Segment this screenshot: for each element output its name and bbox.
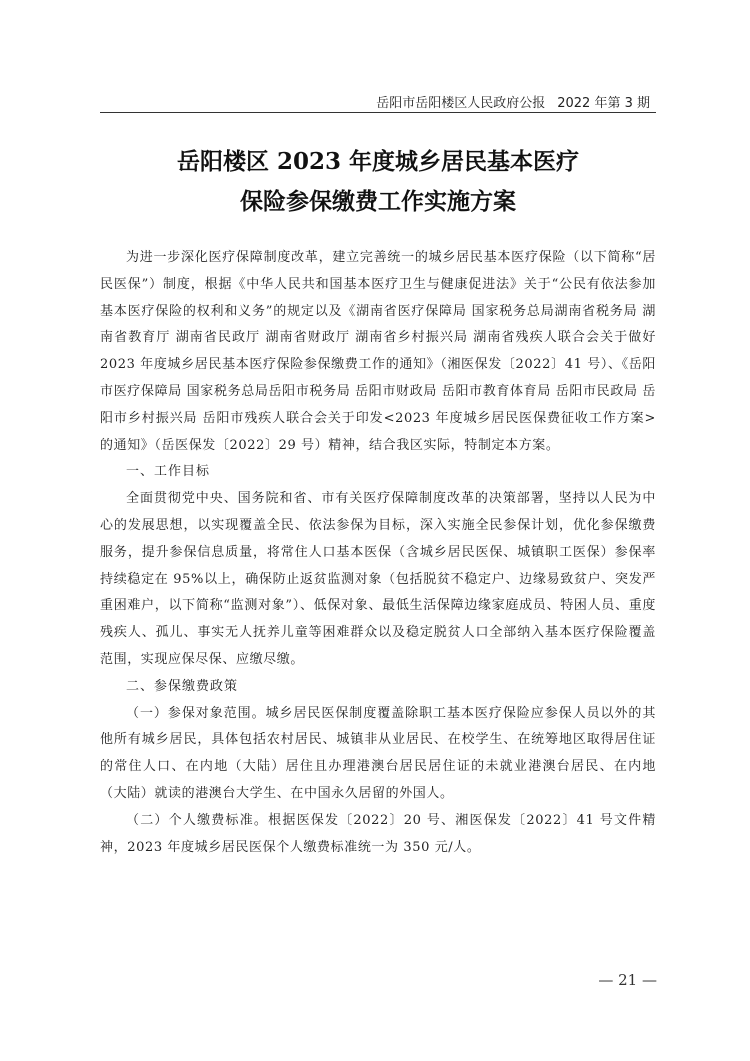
intro-paragraph: 为进一步深化医疗保障制度改革，建立完善统一的城乡居民基本医疗保险（以下简称“居民医保”）制度，根据《中华人民共和国基本医疗卫生与健康促进法》关于“公民有依法参加基本医疗保险的权利和义务”的规定以及《湖南省医疗保障局 国家税务总局湖南省税务局 湖南省教育厅 湖南省民政厅 湖南省财政厅 湖南省乡村振兴局 湖南省残疾人联合会关于做好 2023 年度城乡居民基本医疗保险参保缴费工作的通知》（湘医保发〔2022〕41 号）、《岳阳市医疗保障局 国家税务总局岳阳市税务局 岳阳市财政局 岳阳市教育体育局 岳阳市民政局 岳阳市乡村振兴局 岳阳市残疾人联合会关于印发<2023 年度城乡居民医保费征收工作方案>的通知》（岳医保发〔2022〕29 号）精神，结合我区实际，特制定本方案。 [100, 250, 656, 453]
publication-name: 岳阳市岳阳楼区人民政府公报 [376, 96, 546, 111]
issue-number: 2022 年第 3 期 [557, 96, 650, 111]
header-rule [100, 112, 656, 113]
coverage-scope-paragraph: （一）参保对象范围。城乡居民医保制度覆盖除职工基本医疗保险应参保人员以外的其他所有城乡居民，具体包括农村居民、城镇非从业居民、在校学生、在统筹地区取得居住证的常住人口、在内地（大陆）居住且办理港澳台居民居住证的未就业港澳台居民、在内地（大陆）就读的港澳台大学生、在中国永久居留的外国人。 [100, 705, 656, 801]
section-heading-goals: 一、工作目标 [126, 464, 211, 480]
running-header [376, 92, 650, 111]
document-title [100, 142, 656, 222]
section-heading-policy: 二、参保缴费政策 [126, 678, 239, 694]
contribution-standard-paragraph: （二）个人缴费标准。根据医保发〔2022〕20 号、湘医保发〔2022〕41 号文件精神，2023 年度城乡居民医保个人缴费标准统一为 350 元/人。 [100, 812, 656, 855]
page-number: — 21 — [598, 971, 657, 989]
title-line-2: 保险参保缴费工作实施方案 [240, 188, 516, 215]
document-body [100, 245, 656, 861]
goals-paragraph: 全面贯彻党中央、国务院和省、市有关医疗保障制度改革的决策部署，坚持以人民为中心的发展思想，以实现覆盖全民、依法参保为目标，深入实施全民参保计划，优化参保缴费服务，提升参保信息质量，将常住人口基本医保（含城乡居民医保、城镇职工医保）参保率持续稳定在 95%以上，确保防止返贫监测对象（包括脱贫不稳定户、边缘易致贫户、突发严重困难户，以下简称“监测对象”）、低保对象、最低生活保障边缘家庭成员、特困人员、重度残疾人、孤儿、事实无人抚养儿童等困难群众以及稳定脱贫人口全部纳入基本医疗保险覆盖范围，实现应保尽保、应缴尽缴。 [100, 491, 656, 667]
title-line-1: 岳阳楼区 2023 年度城乡居民基本医疗 [176, 148, 580, 175]
